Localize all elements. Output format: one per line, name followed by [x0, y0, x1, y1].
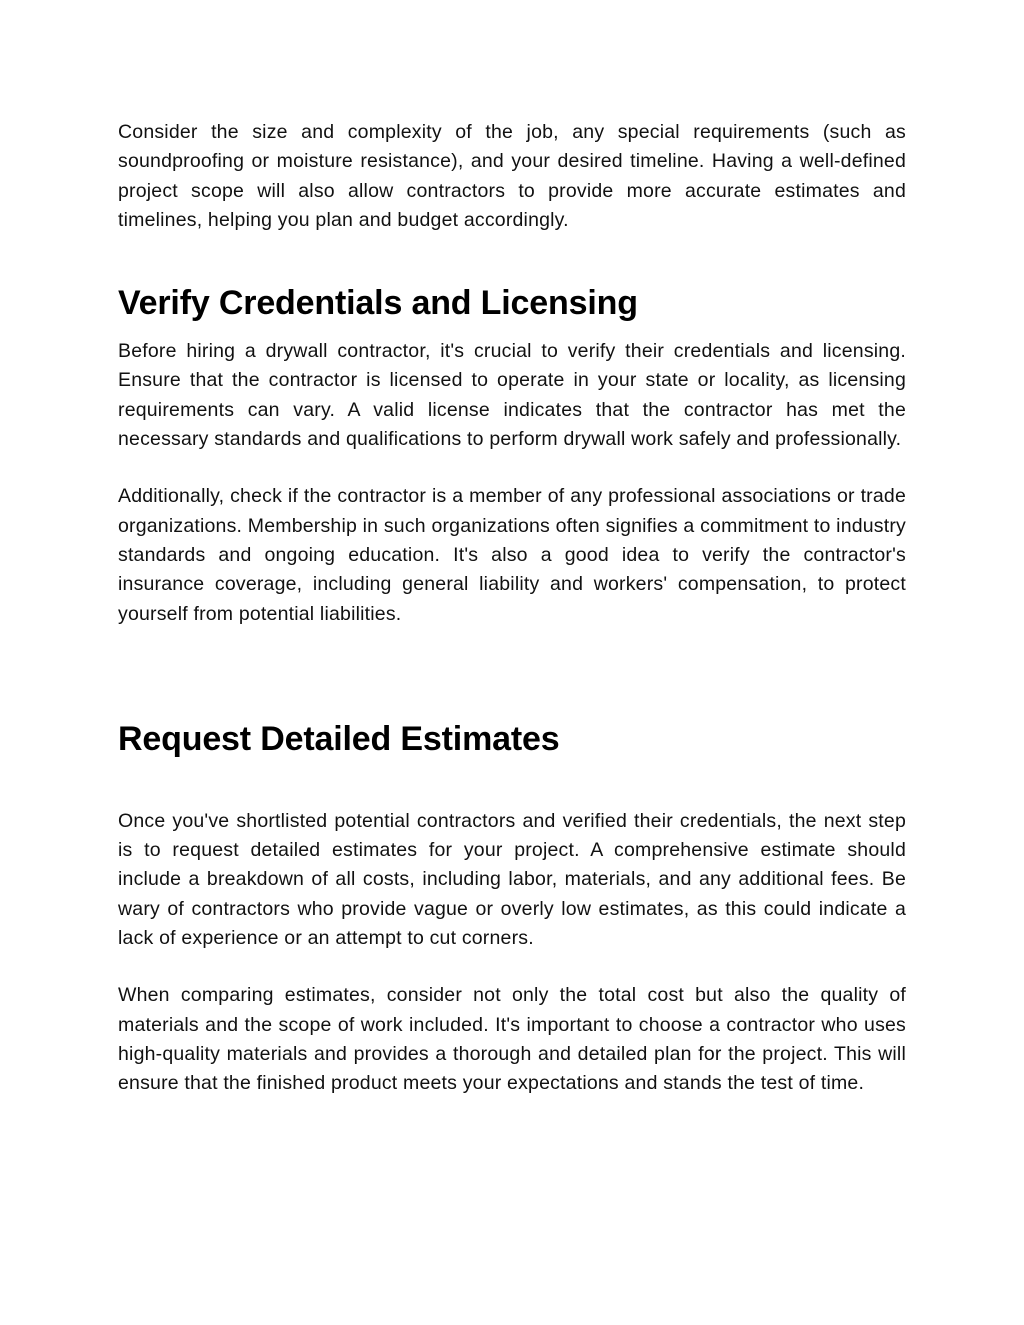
heading-one-top-spacer: [118, 263, 906, 283]
heading-two-bottom-spacer: [118, 759, 906, 807]
heading-one-bottom-spacer: [118, 323, 906, 337]
heading-verify-credentials-and-licensing: Verify Credentials and Licensing: [118, 284, 638, 323]
paragraph-intro: Consider the size and complexity of the job, any special requirements (such as soundproofing or moisture resistance), and your desired timeline. Having a well-defined project scope will also allow contractors to provide more accurate estimates and timelines, helping you plan and budget accordingly.: [118, 121, 906, 231]
paragraph-comparing-estimates: When comparing estimates, consider not only the total cost but also the quality of materials and the scope of work included. It's important to choose a contractor who uses high-quality materials and provides a thorough and detailed plan for the project. This will ensure that the finished product meets your expectations and stands the test of time.: [118, 984, 906, 1095]
paragraph-professional-associations: Additionally, check if the contractor is a member of any professional associations or trade organizations. Membership in such organizations often signifies a commitment to industry standards and ongoing education. It's also a good idea to verify the contractor's insurance coverage, including general liability and workers' compensation, to protect yourself from potential liabilities.: [118, 485, 906, 625]
paragraph-verify-credentials: Before hiring a drywall contractor, it's crucial to verify their credentials and licensing. Ensure that the contractor is licensed to operate in your state or locality, as licensing requirements can vary. A valid license indicates that the contractor has met the necessary standards and qualifications to perform drywall work safely and professionally.: [118, 340, 906, 451]
heading-request-detailed-estimates: Request Detailed Estimates: [118, 719, 560, 758]
document-content-column: [118, 118, 906, 1099]
heading-two-top-spacer: [118, 657, 906, 719]
paragraph-request-estimates: Once you've shortlisted potential contractors and verified their credentials, the next step is to request detailed estimates for your project. A comprehensive estimate should include a breakdown of all costs, including labor, materials, and any additional fees. Be wary of contractors who provide vague or overly low estimates, as this could indicate a lack of experience or an attempt to cut corners.: [118, 809, 906, 950]
